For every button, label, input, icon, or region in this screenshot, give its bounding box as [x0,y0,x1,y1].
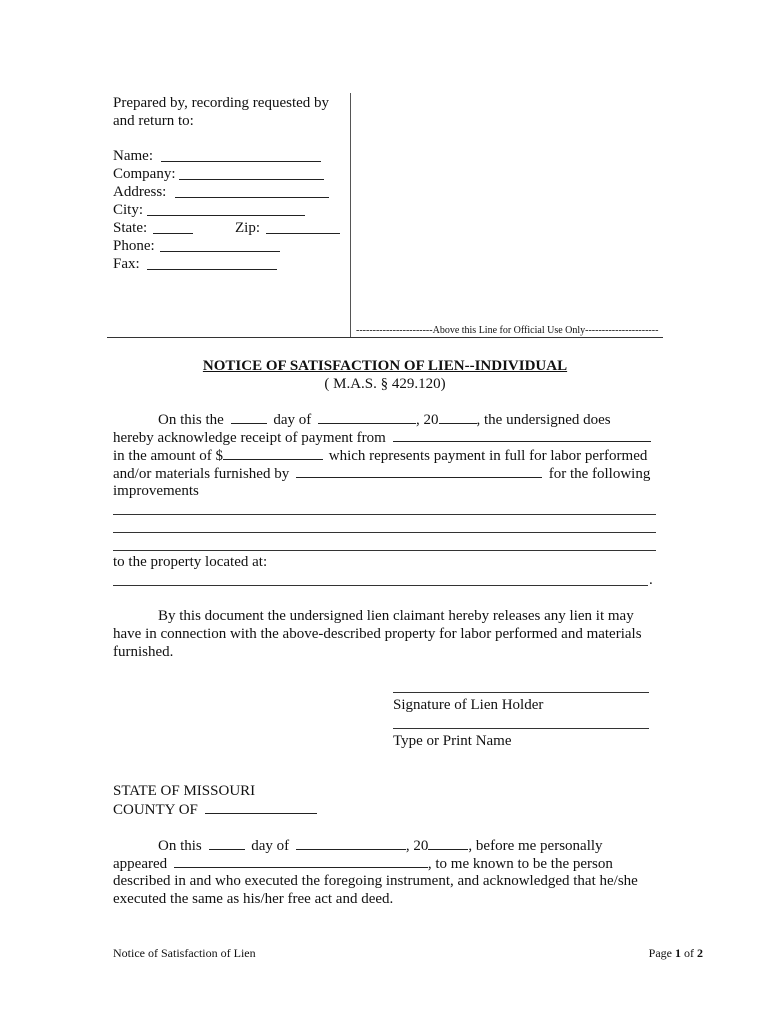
p1-twenty: , 20 [416,412,439,428]
prepared-by-line1: Prepared by, recording requested by [113,95,330,111]
notary-month-blank[interactable] [296,836,406,850]
notary-line4: executed the same as his/her free act and deed. [113,891,394,907]
zip-field[interactable] [235,219,345,237]
company-blank[interactable] [179,166,324,180]
p1-line4 [113,464,650,483]
signature-line[interactable] [393,692,649,693]
notary-line2 [113,854,613,873]
p1-amount-blank[interactable] [223,446,323,460]
improvements-line-3[interactable] [113,550,656,551]
company-field[interactable] [113,165,333,183]
p1-materials: and/or materials furnished by [113,466,290,482]
company-label: Company: [113,166,176,182]
city-field[interactable] [113,201,333,219]
p1-line2 [113,428,651,447]
prepared-by-line2: and return to: [113,113,194,129]
notary-day-of: day of [251,838,290,854]
notary-line1 [158,836,603,855]
county-blank[interactable] [205,800,317,814]
p1-improvements: improvements [113,483,199,499]
phone-label: Phone: [113,238,155,254]
print-name-line[interactable] [393,728,649,729]
p1-undersigned: , the undersigned does [476,412,611,428]
print-name-label: Type or Print Name [393,733,512,749]
phone-blank[interactable] [160,238,280,252]
name-field[interactable] [113,147,333,165]
page-prefix: Page [648,946,675,960]
phone-field[interactable] [113,237,333,255]
fax-field[interactable] [113,255,333,273]
statute-reference: ( M.A.S. § 429.120) [324,376,446,392]
property-label: to the property located at: [113,554,268,570]
p2-line2: have in connection with the above-described property for labor performed and materials [113,626,642,642]
footer-title: Notice of Satisfaction of Lien [113,946,256,960]
page-total: 2 [697,946,703,960]
fax-blank[interactable] [147,256,277,270]
improvements-line-1[interactable] [113,514,656,515]
name-label: Name: [113,148,153,164]
state-blank[interactable] [153,220,193,234]
improvements-line-2[interactable] [113,532,656,533]
p2-line1: By this document the undersigned lien claimant hereby releases any lien it may [158,608,634,624]
notary-known: , to me known to be the person [427,856,613,872]
state-label: State: [113,220,148,236]
notary-county [113,800,317,819]
p1-day-of: day of [273,412,312,428]
notary-line3: described in and who executed the foregoing instrument, and acknowledged that he/she [113,873,638,889]
official-use-note: -----------------------Above this Line for Official Use Only---------------------- [356,325,659,336]
name-blank[interactable] [161,148,321,162]
notary-day-blank[interactable] [209,836,245,850]
p1-following: for the following [548,466,651,482]
p1-represents: which represents payment in full for labor performed [328,448,648,464]
city-label: City: [113,202,144,218]
header-vertical-divider [350,93,351,337]
notary-before-me: , before me personally [468,838,603,854]
p1-year-blank[interactable] [439,410,477,424]
city-blank[interactable] [147,202,305,216]
p1-line3 [113,446,647,465]
notary-year-blank[interactable] [428,836,468,850]
p1-day-blank[interactable] [231,410,267,424]
fax-label: Fax: [113,256,140,272]
county-label: COUNTY OF [113,802,198,818]
p2-line3: furnished. [113,644,174,660]
property-line[interactable] [113,585,648,586]
p1-amount: in the amount of $ [113,448,223,464]
signature-label: Signature of Lien Holder [393,697,544,713]
property-period: . [649,572,653,588]
notary-appeared: appeared [113,856,168,872]
notary-state: STATE OF MISSOURI [113,783,256,799]
p1-on-this-the: On this the [158,412,224,428]
p1-line1 [158,410,611,429]
notary-appeared-blank[interactable] [174,854,428,868]
notary-on-this: On this [158,838,202,854]
p1-payer-blank[interactable] [393,428,651,442]
zip-label: Zip: [235,220,260,236]
p1-furnisher-blank[interactable] [296,464,542,478]
page-of: of [681,946,697,960]
page-current: 1 [675,946,681,960]
header-rule [107,337,663,338]
address-blank[interactable] [175,184,329,198]
address-field[interactable] [113,183,333,201]
page-number [560,944,703,962]
zip-blank[interactable] [266,220,340,234]
document-title: NOTICE OF SATISFACTION OF LIEN--INDIVIDUAL [202,358,568,374]
notary-twenty: , 20 [405,838,429,854]
address-label: Address: [113,184,167,200]
p1-payment-from: hereby acknowledge receipt of payment from [113,430,386,446]
p1-month-blank[interactable] [318,410,416,424]
state-field[interactable] [113,219,213,237]
